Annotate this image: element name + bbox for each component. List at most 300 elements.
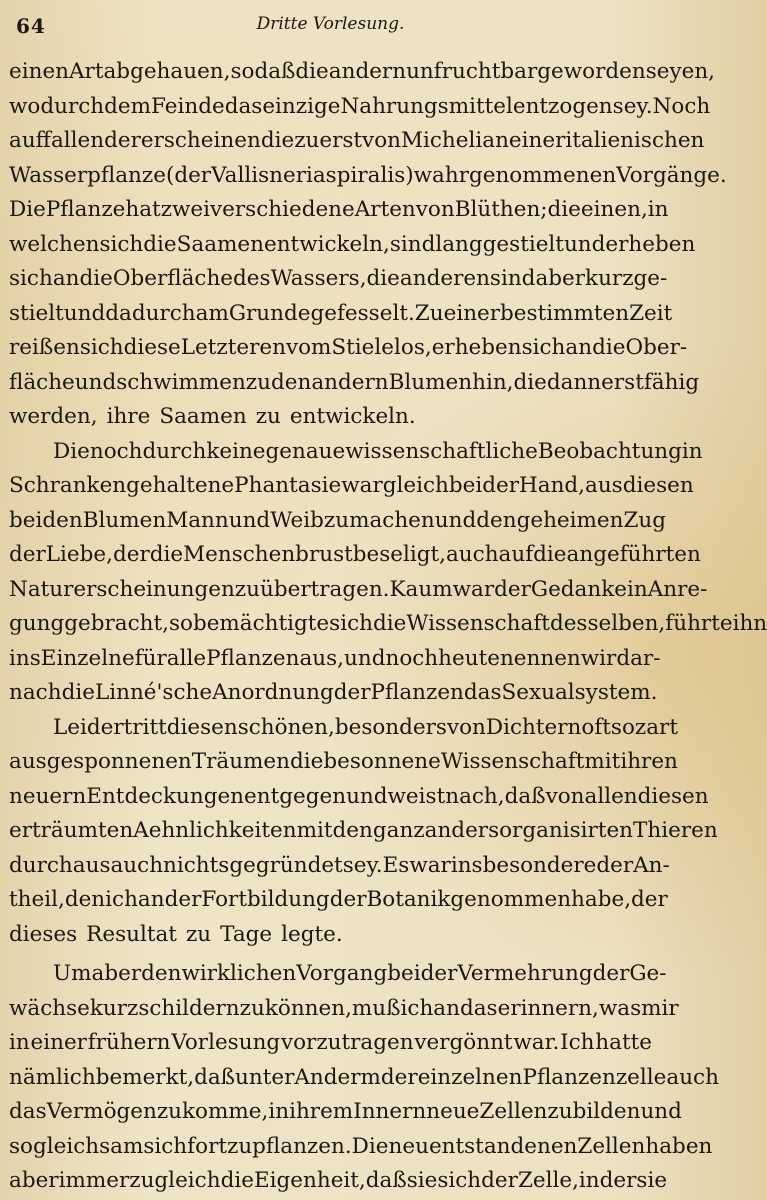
- word: wächse: [9, 995, 90, 1021]
- word: ihn: [732, 611, 767, 636]
- text-line: [9, 642, 661, 677]
- word: Dichtern: [485, 714, 582, 740]
- word: verschiedene: [210, 197, 355, 222]
- word: an: [565, 335, 593, 360]
- word: nämlich: [9, 1064, 96, 1090]
- word: Fortbildung: [201, 887, 330, 912]
- word: frühern: [87, 1030, 171, 1055]
- word: andern: [311, 369, 389, 395]
- word: die: [61, 680, 95, 705]
- word: zart: [634, 714, 678, 740]
- word: anders: [424, 818, 500, 843]
- word: erinnern,: [497, 995, 599, 1021]
- word: daß: [254, 59, 296, 84]
- word: an: [482, 128, 509, 153]
- word: bei: [448, 473, 483, 498]
- word: die: [366, 266, 400, 291]
- word: sey.: [342, 852, 383, 878]
- word: und: [63, 300, 106, 326]
- word: der: [164, 887, 202, 912]
- word: Oberfläche: [112, 266, 234, 291]
- word: diesen: [622, 473, 694, 498]
- word: die: [547, 197, 581, 222]
- word: Schranken: [9, 473, 127, 498]
- word: Ich: [560, 1030, 595, 1055]
- word: seyen,: [645, 59, 715, 84]
- word: die: [79, 266, 113, 291]
- word: zu: [255, 404, 281, 429]
- word: Die: [53, 438, 90, 464]
- word: vorzutragen: [280, 1030, 414, 1055]
- word: der: [420, 961, 458, 986]
- word: ich: [105, 887, 138, 912]
- word: daß: [504, 783, 546, 809]
- word: neu: [388, 1133, 429, 1159]
- word: zu: [323, 507, 350, 533]
- word: führte: [665, 611, 733, 636]
- text-line: [9, 780, 709, 815]
- word: Hand,: [519, 473, 586, 498]
- word: muß: [351, 995, 401, 1021]
- word: fortzupflanzen.: [187, 1133, 352, 1159]
- word: nach,: [445, 783, 505, 809]
- word: aus: [585, 473, 623, 498]
- word: bestimmten: [500, 300, 630, 326]
- word: einen: [9, 59, 70, 84]
- word: neue: [426, 1099, 480, 1124]
- word: mit: [296, 818, 333, 843]
- word: Die: [9, 197, 46, 222]
- word: Saamen: [176, 231, 264, 257]
- word: Vorgänge.: [616, 162, 727, 188]
- text-line: [9, 918, 652, 953]
- word: Phantasie: [234, 473, 342, 498]
- text-line: [9, 504, 667, 539]
- word: Eigenheit,: [253, 1168, 366, 1193]
- word: zu: [245, 369, 271, 395]
- word: Ge-: [629, 961, 667, 986]
- word: Letzteren: [180, 335, 286, 360]
- word: und: [434, 507, 477, 533]
- word: Weib: [270, 507, 324, 533]
- word: auch: [110, 852, 164, 878]
- text-line: [9, 957, 667, 992]
- word: diesen: [637, 783, 709, 809]
- word: Beobachtung: [537, 438, 682, 464]
- text-line: [9, 849, 670, 884]
- word: schildern: [138, 995, 240, 1021]
- word: ge-: [633, 266, 668, 291]
- word: sich: [9, 266, 53, 291]
- word: die: [290, 749, 324, 774]
- word: und: [344, 645, 386, 671]
- word: an: [137, 887, 165, 912]
- word: am: [195, 300, 229, 326]
- word: noch: [385, 645, 439, 671]
- word: der: [112, 542, 150, 567]
- word: Zug: [623, 507, 667, 533]
- word: sich: [143, 1133, 188, 1159]
- word: Sexualsystem.: [501, 680, 658, 705]
- word: Saamen: [159, 404, 247, 429]
- word: genaue: [265, 438, 346, 464]
- word: sie: [636, 1168, 668, 1193]
- text-line: [9, 676, 658, 711]
- word: Wassers,: [270, 266, 367, 291]
- word: der: [599, 1168, 637, 1193]
- text-line: [9, 366, 700, 401]
- word: Zellen: [577, 1133, 646, 1159]
- word: zukomme,: [156, 1099, 269, 1124]
- word: Es: [382, 852, 410, 878]
- text-line: [9, 331, 688, 366]
- word: Ober-: [625, 335, 688, 360]
- word: zuerst: [294, 128, 363, 153]
- word: gleich: [382, 473, 449, 498]
- word: aus,: [299, 645, 344, 671]
- word: andern: [328, 59, 407, 84]
- word: der: [329, 887, 367, 912]
- word: daß: [194, 1064, 236, 1090]
- word: einer: [443, 300, 501, 326]
- word: insbesondere: [450, 852, 597, 878]
- word: neuern: [9, 783, 87, 809]
- word: war: [409, 852, 451, 878]
- word: Menschenbrust: [183, 542, 353, 567]
- word: kurz: [585, 266, 634, 291]
- word: aber: [9, 1168, 59, 1193]
- word: einer: [508, 128, 566, 153]
- word: Anderm: [294, 1064, 381, 1090]
- word: erst: [601, 369, 644, 395]
- word: allen: [584, 783, 638, 809]
- word: (der: [165, 162, 212, 188]
- word: sich: [437, 1168, 482, 1193]
- word: Arten: [354, 197, 416, 222]
- word: die: [372, 611, 407, 636]
- word: oft: [581, 714, 611, 740]
- word: den: [476, 507, 517, 533]
- word: an: [52, 266, 80, 291]
- word: nennen: [499, 645, 581, 671]
- word: das: [224, 93, 263, 119]
- word: der: [596, 852, 634, 878]
- word: übertragen.: [259, 576, 390, 602]
- word: von: [545, 783, 585, 809]
- word: können,: [264, 995, 352, 1021]
- text-line: [9, 1061, 719, 1096]
- word: wirklichen: [181, 961, 297, 986]
- word: Zellen: [479, 1099, 548, 1124]
- word: wissenschaftliche: [345, 438, 538, 464]
- text-line: [9, 573, 708, 608]
- word: aber: [535, 266, 586, 291]
- word: in: [647, 197, 669, 222]
- word: von: [446, 714, 486, 740]
- word: gebracht,: [64, 611, 169, 636]
- word: sich: [521, 335, 566, 360]
- word: alle: [166, 645, 207, 671]
- word: bei: [387, 961, 421, 986]
- word: so: [230, 59, 255, 84]
- word: genommen: [450, 887, 572, 912]
- text-line: [9, 262, 668, 297]
- word: dar-: [616, 645, 661, 671]
- word: gehaltene: [126, 473, 235, 498]
- word: ihrem: [289, 1099, 354, 1124]
- word: den: [332, 818, 373, 843]
- word: zu: [547, 1099, 573, 1124]
- word: der: [9, 542, 46, 567]
- text-line: [9, 883, 668, 918]
- word: zwei: [160, 197, 211, 222]
- text-line: [9, 124, 705, 159]
- word: ihren: [620, 749, 678, 774]
- word: gung: [9, 611, 65, 636]
- word: der: [592, 961, 630, 986]
- word: einen,: [580, 197, 648, 222]
- word: auch: [666, 1064, 719, 1090]
- word: vergönnt: [414, 1030, 513, 1055]
- word: haben: [645, 1133, 713, 1159]
- word: welchen: [9, 231, 100, 257]
- word: desselben,: [549, 611, 666, 636]
- word: den: [270, 369, 312, 395]
- word: sich: [99, 231, 144, 257]
- word: entwickeln.: [289, 404, 416, 429]
- word: in: [626, 576, 648, 602]
- word: Blumen: [82, 507, 167, 533]
- word: Gedanke: [530, 576, 627, 602]
- word: dann: [546, 369, 602, 395]
- word: an: [433, 995, 460, 1021]
- word: Mann: [166, 507, 229, 533]
- word: diesen: [166, 714, 238, 740]
- word: mir: [641, 995, 679, 1021]
- word: einzelnen: [417, 1064, 523, 1090]
- word: gleichsam: [32, 1133, 144, 1159]
- text-line: [9, 228, 696, 263]
- word: und: [74, 369, 117, 395]
- word: Um: [53, 961, 92, 986]
- word: die: [513, 369, 547, 395]
- text-line: [9, 1026, 652, 1061]
- text-line: [9, 607, 767, 642]
- word: Wissenschaft: [440, 749, 585, 774]
- word: Botanik: [366, 887, 451, 912]
- word: unfruchtbar: [406, 59, 538, 84]
- word: war: [452, 576, 495, 602]
- word: der: [481, 1168, 518, 1193]
- word: so: [610, 714, 635, 740]
- word: die: [220, 1168, 254, 1193]
- word: sich: [79, 335, 124, 360]
- word: Vermehrung: [457, 961, 593, 986]
- word: und: [228, 507, 271, 533]
- word: legte.: [281, 921, 343, 947]
- word: das: [9, 1099, 47, 1124]
- text-line: [9, 55, 715, 90]
- word: gefesselt.: [310, 300, 415, 326]
- word: nach: [9, 680, 62, 705]
- word: Blüthen;: [454, 197, 548, 222]
- word: beiden: [9, 507, 83, 533]
- word: so: [9, 1133, 33, 1159]
- word: Kaum: [389, 576, 453, 602]
- word: von: [362, 128, 401, 153]
- word: vom: [285, 335, 332, 360]
- word: der: [494, 576, 531, 602]
- text-line: [9, 435, 703, 470]
- word: Vermögen: [46, 1099, 157, 1124]
- word: das: [463, 680, 502, 705]
- word: unter: [235, 1064, 295, 1090]
- word: nichts: [163, 852, 230, 878]
- word: keine: [206, 438, 266, 464]
- word: theil,: [9, 887, 65, 912]
- word: immer: [58, 1168, 130, 1193]
- word: tritt: [123, 714, 167, 740]
- word: der: [333, 680, 371, 705]
- text-line: [9, 992, 679, 1027]
- word: Leider: [53, 714, 124, 740]
- word: hat: [125, 197, 161, 222]
- word: Art: [69, 59, 104, 84]
- word: schwimmen: [116, 369, 246, 395]
- word: die: [143, 231, 177, 257]
- word: abgehauen,: [103, 59, 231, 84]
- word: Naturerscheinungen: [9, 576, 235, 602]
- word: durchaus: [9, 852, 111, 878]
- text-line: [9, 1095, 682, 1130]
- word: in: [268, 1099, 290, 1124]
- text-line: [9, 297, 673, 332]
- word: mit: [584, 749, 621, 774]
- word: entzogen: [512, 93, 613, 119]
- word: Pflanzen: [206, 645, 300, 671]
- word: bemerkt,: [95, 1064, 195, 1090]
- word: geheimen: [516, 507, 624, 533]
- word: organisirten: [499, 818, 634, 843]
- text-line: [9, 469, 694, 504]
- word: den: [64, 887, 106, 912]
- word: und: [563, 231, 606, 257]
- word: An-: [633, 852, 670, 878]
- body-text: [9, 55, 767, 1199]
- word: gestielt: [482, 231, 564, 257]
- word: reißen: [9, 335, 80, 360]
- word: beseligt,: [352, 542, 446, 567]
- word: die: [149, 542, 184, 567]
- word: spiralis): [325, 162, 414, 188]
- word: Pflanzenzelle: [522, 1064, 667, 1090]
- word: die: [592, 335, 626, 360]
- word: aber: [91, 961, 142, 986]
- word: ausgesponnenen: [9, 749, 192, 774]
- word: dem: [104, 93, 151, 119]
- word: heute: [438, 645, 500, 671]
- word: erscheinen: [140, 128, 261, 153]
- word: war: [341, 473, 383, 498]
- word: der: [631, 887, 668, 912]
- word: Innern: [353, 1099, 427, 1124]
- text-line: [9, 745, 678, 780]
- word: das: [459, 995, 498, 1021]
- word: Zu: [414, 300, 444, 326]
- word: Träumen: [191, 749, 291, 774]
- word: des: [233, 266, 271, 291]
- word: sie: [406, 1168, 438, 1193]
- word: wodurch: [9, 93, 105, 119]
- word: auffallender: [9, 128, 141, 153]
- word: die: [295, 59, 329, 84]
- word: anderen: [399, 266, 490, 291]
- word: der: [380, 1064, 418, 1090]
- word: entstandenen: [428, 1133, 578, 1159]
- word: in: [578, 1168, 600, 1193]
- word: der: [482, 473, 519, 498]
- word: werden,: [9, 404, 98, 429]
- word: durch: [142, 438, 207, 464]
- word: Feinde: [151, 93, 225, 119]
- word: hatte: [595, 1030, 652, 1055]
- page-header: [0, 4, 661, 40]
- word: Blumen: [388, 369, 473, 395]
- word: in: [9, 1030, 30, 1055]
- word: habe,: [571, 887, 632, 912]
- text-line: [9, 538, 701, 573]
- word: Vallisneria: [211, 162, 326, 188]
- word: noch: [89, 438, 143, 464]
- word: Zeit: [629, 300, 673, 326]
- word: kurz: [89, 995, 139, 1021]
- word: zu: [239, 995, 265, 1021]
- word: Aehnlichkeiten: [133, 818, 297, 843]
- word: daß: [365, 1168, 407, 1193]
- page-number: 64: [16, 14, 46, 38]
- running-head: Dritte Vorlesung.: [256, 14, 405, 34]
- word: Zelle,: [517, 1168, 579, 1193]
- word: sind: [389, 231, 436, 257]
- word: Resultat: [86, 921, 177, 947]
- word: fähig: [643, 369, 700, 395]
- word: auch: [445, 542, 499, 567]
- word: bemächtigte: [192, 611, 330, 636]
- word: Nahrungsmittel: [340, 93, 513, 119]
- word: Tage: [220, 921, 273, 947]
- word: besonders: [334, 714, 447, 740]
- word: lang: [435, 231, 483, 257]
- word: fläche: [9, 369, 75, 395]
- text-line: [9, 90, 711, 125]
- word: einer: [30, 1030, 87, 1055]
- word: erheben: [431, 335, 522, 360]
- word: Vorgang: [296, 961, 388, 986]
- text-line: [9, 193, 669, 228]
- text-line: [9, 1130, 713, 1165]
- word: erträumten: [9, 818, 134, 843]
- word: stielt: [9, 300, 64, 326]
- word: war.: [513, 1030, 560, 1055]
- word: Linné'sche: [94, 680, 213, 705]
- word: für: [134, 645, 167, 671]
- word: entgegen: [244, 783, 347, 809]
- text-line: [9, 400, 652, 435]
- word: Die: [351, 1133, 389, 1159]
- word: hin,: [472, 369, 514, 395]
- text-line: [9, 1164, 668, 1199]
- word: die: [260, 128, 295, 153]
